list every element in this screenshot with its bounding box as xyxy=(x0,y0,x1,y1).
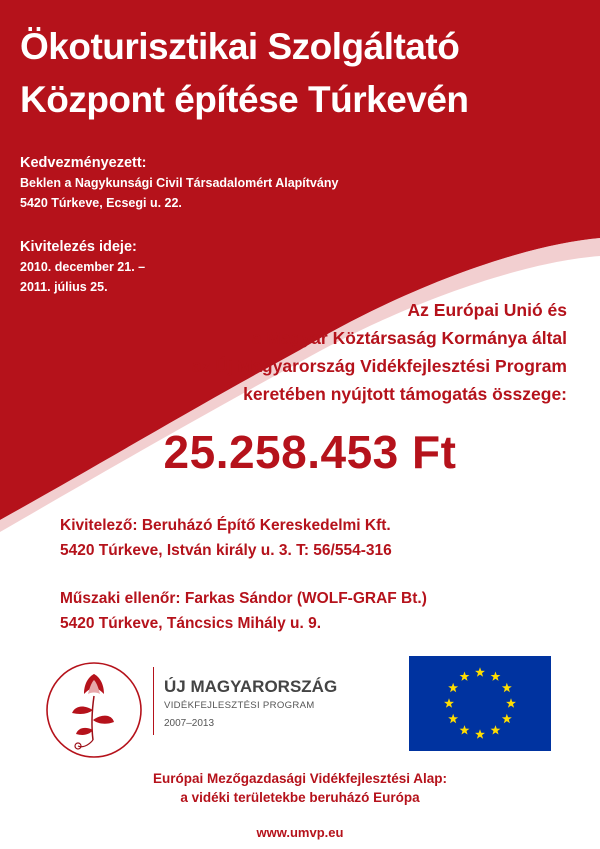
support-statement xyxy=(192,296,567,408)
fund-line-1: Európai Mezőgazdasági Vidékfejlesztési Alap: xyxy=(152,771,448,786)
title-line-1: Ökoturisztikai Szolgáltató xyxy=(20,26,460,67)
contractor-line-1: Kivitelező: Beruházó Építő Kereskedelmi Kft. xyxy=(60,517,391,534)
eu-star-icon xyxy=(448,683,458,692)
umvp-logo-subtitle: VIDÉKFEJLESZTÉSI PROGRAM xyxy=(164,700,315,711)
support-line-1: Az Európai Unió és xyxy=(407,300,567,320)
eu-star-icon xyxy=(475,667,485,676)
beneficiary-block xyxy=(20,155,338,213)
eu-flag-icon xyxy=(409,656,551,751)
duration-block xyxy=(20,239,145,297)
website-link[interactable]: www.umvp.eu xyxy=(256,825,344,840)
supervisor-line-1: Műszaki ellenőr: Farkas Sándor (WOLF-GRAF Bt.) xyxy=(60,590,427,607)
beneficiary-name: Beklen a Nagykunsági Civil Társadalomért Alapítvány xyxy=(20,176,339,190)
contractor-line-2: 5420 Túrkeve, István király u. 3. T: 56/554-316 xyxy=(60,542,392,559)
eu-star-icon xyxy=(491,725,501,734)
fund-line-2: a vidéki területekbe beruházó Európa xyxy=(180,790,420,805)
support-amount: 25.258.453 Ft xyxy=(163,426,457,478)
eu-star-icon xyxy=(502,683,512,692)
support-line-3: az Új Magyarország Vidékfejlesztési Program xyxy=(191,356,567,376)
support-line-2: a Magyar Köztársaság Kormánya által xyxy=(251,328,567,348)
duration-start: 2010. december 21. – xyxy=(20,260,146,274)
title-line-2: Központ építése Túrkevén xyxy=(20,79,469,120)
eu-star-icon xyxy=(460,725,470,734)
supervisor-line-2: 5420 Túrkeve, Táncsics Mihály u. 9. xyxy=(60,615,322,632)
duration-label: Kivitelezés ideje: xyxy=(20,239,137,255)
logo-divider xyxy=(153,667,154,735)
contractor-block xyxy=(60,513,392,563)
duration-end: 2011. július 25. xyxy=(20,280,108,294)
supervisor-block xyxy=(60,586,427,636)
flower-emblem-icon xyxy=(42,658,146,762)
eu-star-icon xyxy=(448,714,458,723)
beneficiary-label: Kedvezményezett: xyxy=(20,155,147,171)
beneficiary-address: 5420 Túrkeve, Ecsegi u. 22. xyxy=(20,196,182,210)
eu-star-icon xyxy=(475,729,485,738)
eu-star-icon xyxy=(460,671,470,680)
eu-star-icon xyxy=(502,714,512,723)
support-line-4: keretében nyújtott támogatás összege: xyxy=(243,384,567,404)
eu-star-icon xyxy=(506,698,516,707)
eu-star-icon xyxy=(491,671,501,680)
page-title xyxy=(20,20,469,126)
umvp-logo-years: 2007–2013 xyxy=(164,718,215,729)
eu-star-icon xyxy=(444,698,454,707)
umvp-logo-name: ÚJ MAGYARORSZÁG xyxy=(164,677,338,696)
fund-statement xyxy=(0,769,600,807)
eu-stars xyxy=(409,656,551,751)
